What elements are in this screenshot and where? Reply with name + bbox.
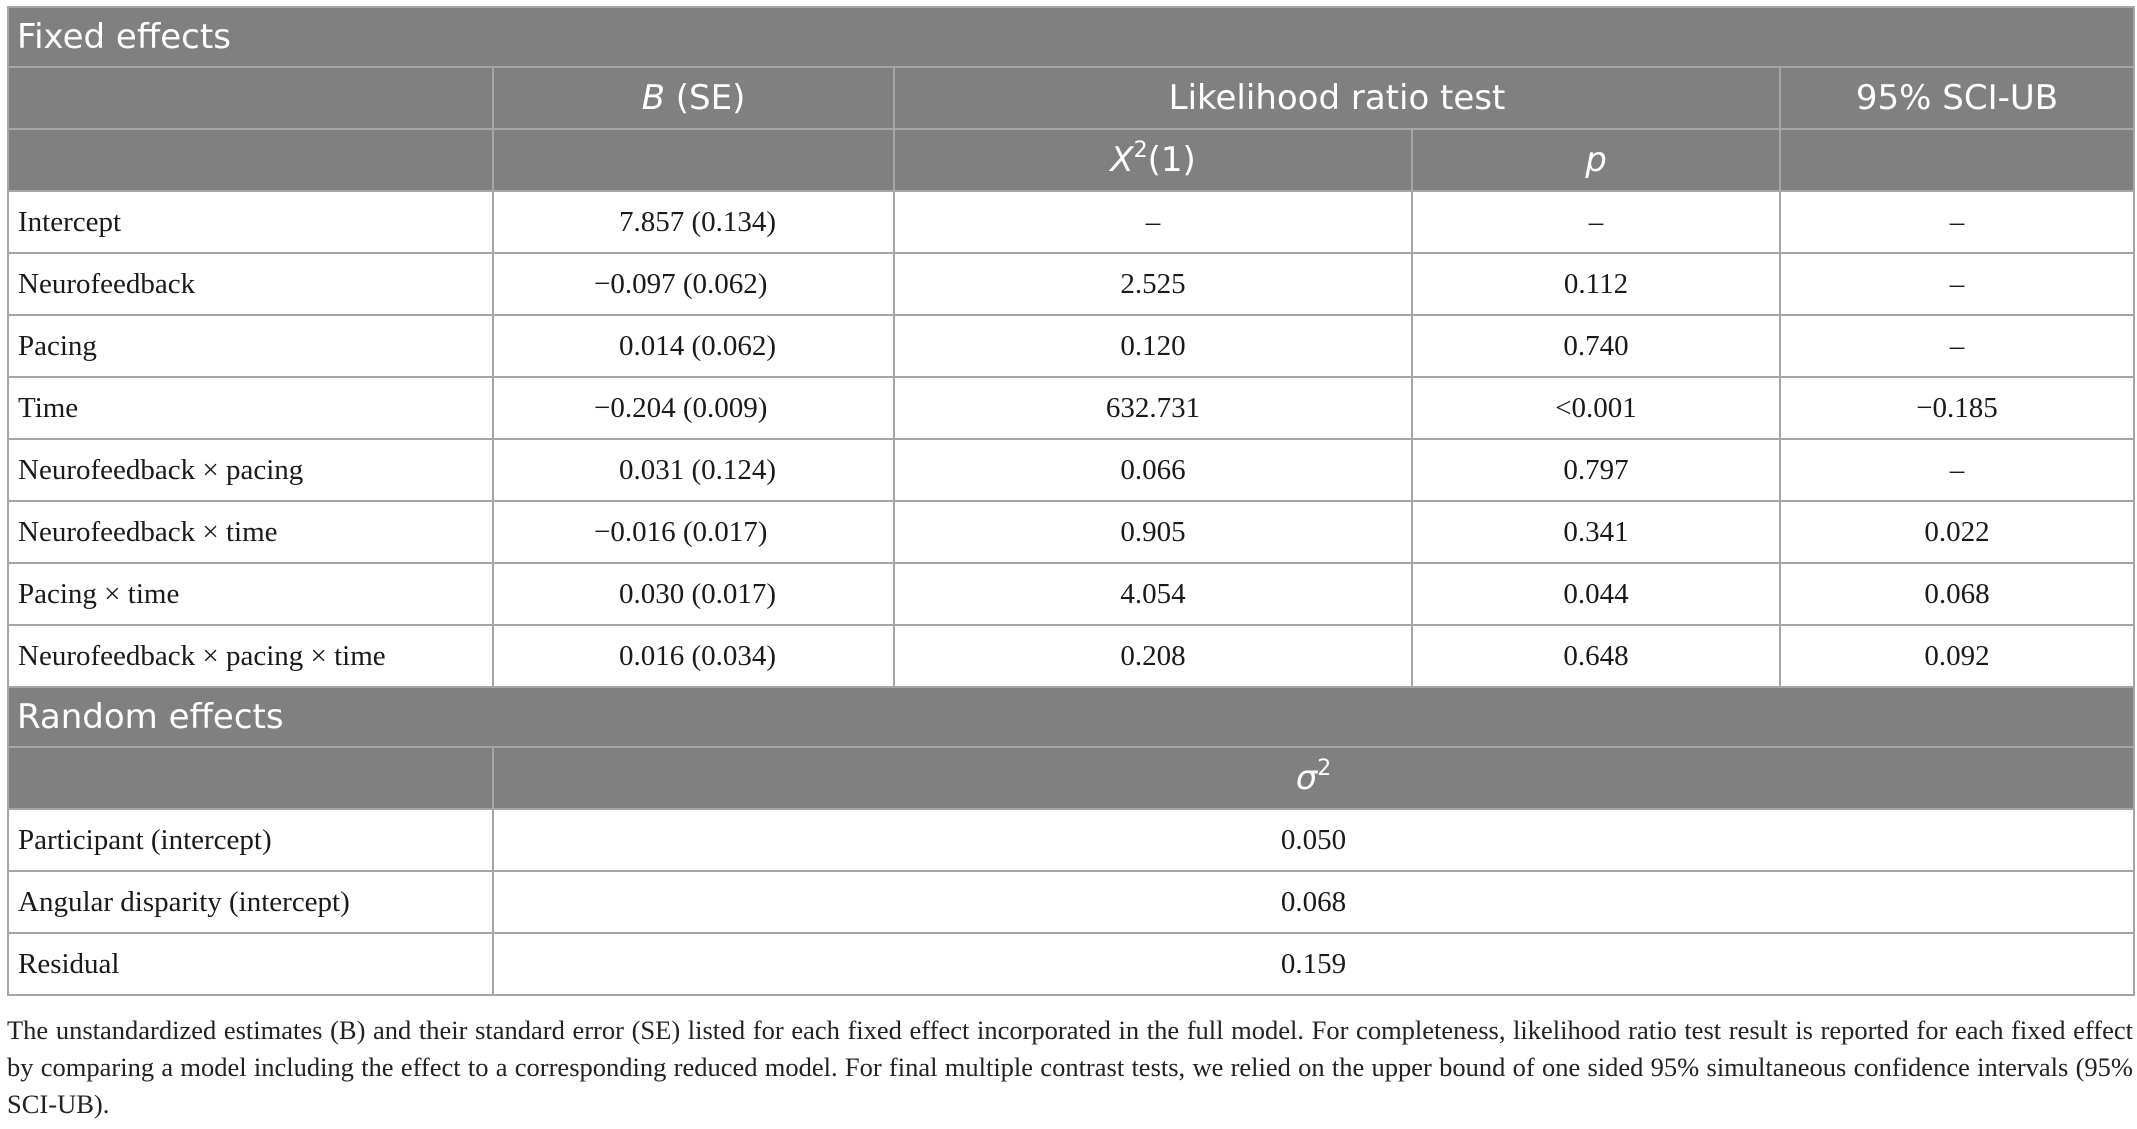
sci-ub-value: – bbox=[1780, 315, 2134, 377]
table-row bbox=[8, 871, 2134, 933]
sigma2-value: 0.050 bbox=[493, 809, 2134, 871]
fixed-effects-title: Fixed effects bbox=[8, 7, 2134, 67]
header-b-se-blank bbox=[493, 129, 894, 191]
effect-label: Neurofeedback bbox=[8, 253, 493, 315]
effect-label: Neurofeedback × pacing × time bbox=[8, 625, 493, 687]
fixed-effects-section-header bbox=[8, 7, 2134, 67]
random-effects-header-row bbox=[8, 747, 2134, 809]
b-se-value: 7.857 (0.134) bbox=[493, 191, 894, 253]
table-row bbox=[8, 191, 2134, 253]
b-se-value: −0.204 (0.009) bbox=[493, 377, 894, 439]
header-sigma-squared bbox=[493, 747, 2134, 809]
random-effect-label: Residual bbox=[8, 933, 493, 995]
table-row bbox=[8, 563, 2134, 625]
sci-ub-value: 0.092 bbox=[1780, 625, 2134, 687]
chi2-value: 0.120 bbox=[894, 315, 1412, 377]
p-value: 0.044 bbox=[1412, 563, 1780, 625]
sigma2-value: 0.159 bbox=[493, 933, 2134, 995]
model-results-table bbox=[7, 6, 2135, 996]
random-effect-label: Angular disparity (intercept) bbox=[8, 871, 493, 933]
sigma2-value: 0.068 bbox=[493, 871, 2134, 933]
random-effects-title: Random effects bbox=[8, 687, 2134, 747]
header-chi-symbol: X bbox=[1110, 140, 1134, 180]
b-se-value: 0.014 (0.062) bbox=[493, 315, 894, 377]
table-row bbox=[8, 439, 2134, 501]
sci-ub-value: – bbox=[1780, 439, 2134, 501]
table-row bbox=[8, 253, 2134, 315]
fixed-effects-header-row-1 bbox=[8, 67, 2134, 129]
sci-ub-value: 0.022 bbox=[1780, 501, 2134, 563]
header-se-label: (SE) bbox=[664, 78, 746, 118]
chi2-value: 4.054 bbox=[894, 563, 1412, 625]
effect-label: Neurofeedback × time bbox=[8, 501, 493, 563]
sci-ub-value: −0.185 bbox=[1780, 377, 2134, 439]
p-value: <0.001 bbox=[1412, 377, 1780, 439]
chi2-value: 0.066 bbox=[894, 439, 1412, 501]
effect-label: Pacing bbox=[8, 315, 493, 377]
b-se-value: −0.016 (0.017) bbox=[493, 501, 894, 563]
effect-label: Pacing × time bbox=[8, 563, 493, 625]
header-sci-ub-blank bbox=[1780, 129, 2134, 191]
effect-label: Neurofeedback × pacing bbox=[8, 439, 493, 501]
results-table-container bbox=[7, 6, 2133, 996]
header-effect-blank bbox=[8, 67, 493, 129]
table-row bbox=[8, 377, 2134, 439]
header-sci-ub: 95% SCI-UB bbox=[1780, 67, 2134, 129]
random-effect-label: Participant (intercept) bbox=[8, 809, 493, 871]
header-sigma-symbol: σ bbox=[1295, 758, 1318, 798]
table-row bbox=[8, 809, 2134, 871]
p-value: – bbox=[1412, 191, 1780, 253]
random-header-effect-blank bbox=[8, 747, 493, 809]
p-value: 0.740 bbox=[1412, 315, 1780, 377]
table-row bbox=[8, 315, 2134, 377]
header-chi-df: (1) bbox=[1147, 140, 1196, 180]
fixed-effects-header-row-2 bbox=[8, 129, 2134, 191]
header-chi-square bbox=[894, 129, 1412, 191]
table-row bbox=[8, 501, 2134, 563]
table-row bbox=[8, 625, 2134, 687]
b-se-value: 0.031 (0.124) bbox=[493, 439, 894, 501]
chi2-value: 2.525 bbox=[894, 253, 1412, 315]
sci-ub-value: – bbox=[1780, 191, 2134, 253]
effect-label: Intercept bbox=[8, 191, 493, 253]
header-b-se bbox=[493, 67, 894, 129]
chi2-value: – bbox=[894, 191, 1412, 253]
table-row bbox=[8, 933, 2134, 995]
random-effects-section-header bbox=[8, 687, 2134, 747]
header-b-symbol: B bbox=[641, 78, 665, 118]
header-lrt: Likelihood ratio test bbox=[894, 67, 1780, 129]
chi2-value: 632.731 bbox=[894, 377, 1412, 439]
chi2-value: 0.905 bbox=[894, 501, 1412, 563]
header-chi-superscript: 2 bbox=[1133, 138, 1148, 163]
chi2-value: 0.208 bbox=[894, 625, 1412, 687]
table-footnote: The unstandardized estimates (B) and their standard error (SE) listed for each fixed effect incorporated in the full model. For completeness, likelihood ratio test result is reported for each fixed effect by comparing a model including the effect to a corresponding reduced model. For final multiple contrast tests, we relied on the upper bound of one sided 95% simultaneous confidence intervals (95% SCI-UB). bbox=[7, 1015, 2133, 1119]
b-se-value: 0.016 (0.034) bbox=[493, 625, 894, 687]
sci-ub-value: 0.068 bbox=[1780, 563, 2134, 625]
effect-label: Time bbox=[8, 377, 493, 439]
header-p-symbol: p bbox=[1585, 140, 1607, 180]
header-effect-blank-2 bbox=[8, 129, 493, 191]
p-value: 0.341 bbox=[1412, 501, 1780, 563]
header-sigma-superscript: 2 bbox=[1317, 756, 1332, 781]
header-p bbox=[1412, 129, 1780, 191]
p-value: 0.648 bbox=[1412, 625, 1780, 687]
p-value: 0.112 bbox=[1412, 253, 1780, 315]
p-value: 0.797 bbox=[1412, 439, 1780, 501]
b-se-value: −0.097 (0.062) bbox=[493, 253, 894, 315]
b-se-value: 0.030 (0.017) bbox=[493, 563, 894, 625]
sci-ub-value: – bbox=[1780, 253, 2134, 315]
